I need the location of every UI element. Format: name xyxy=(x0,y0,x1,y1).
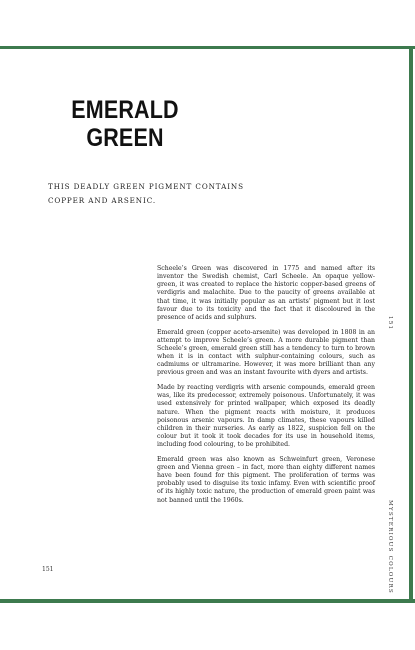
page-subtitle: THIS DEADLY GREEN PIGMENT CONTAINS COPPER AND ARSENIC. xyxy=(48,182,244,205)
side-section-label: MYSTERIOUS COLOURS xyxy=(387,500,393,594)
paragraph-2: Emerald green (copper aceto-arsenite) was developed in 1808 in an attempt to improve Scheele’s green. A more durable pigment than Scheele’s green, emerald green still has a tendency to turn to brown when it is in contact with sulphur-containing colours, such as cadmiums or ultramarine. However, it was more brilliant than any previous green and was an instant favourite with dyers and artists. xyxy=(157,328,375,377)
green-border-right xyxy=(409,46,413,603)
paragraph-3: Made by reacting verdigris with arsenic compounds, emerald green was, like its predecessor, extremely poisonous. Unfortunately, it was used extensively for printed wallpaper, which exposed its deadly nature. When the pigment reacts with moisture, it produces poisonous arsenic vapours. In damp climates, these vapours killed children in their nurseries. As early as 1822, suspicion fell on the colour but it took it took decades for its use in household items, including food colouring, to be prohibited. xyxy=(157,384,375,449)
body-text xyxy=(157,265,375,511)
green-border-bottom xyxy=(0,599,415,603)
paragraph-4: Emerald green was also known as Schweinfurt green, Veronese green and Vienna green – in fact, more than eighty different names have been found for this pigment. The proliferation of terms was probably used to disguise its toxic infamy. Even with scientific proof of its highly toxic nature, the production of emerald green paint was not banned until the 1960s. xyxy=(157,455,375,504)
paragraph-1: Scheele’s Green was discovered in 1775 and named after its inventor the Swedish chemist, Carl Scheele. An opaque yellow-green, it was created to replace the historic copper-based greens of verdigris and malachite. Due to the paucity of greens available at that time, it was initially popular as an artists’ pigment but it lost favour due to its toxicity and the fact that it discoloured in the presence of acids and sulphurs. xyxy=(157,265,375,321)
side-page-number: 151 xyxy=(387,316,393,331)
page-title: EMERALD GREEN xyxy=(71,96,179,152)
page-number: 151 xyxy=(42,566,54,573)
